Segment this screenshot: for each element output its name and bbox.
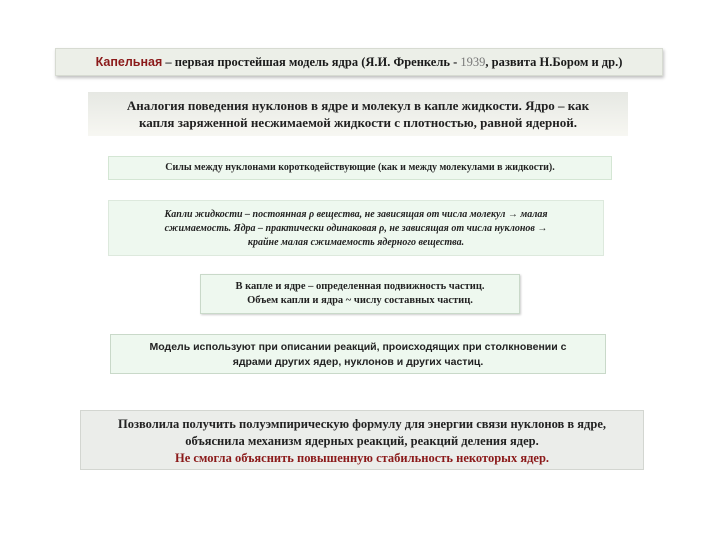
mobility-line-2: Объем капли и ядра ~ числу составных частиц. bbox=[247, 295, 473, 306]
density-line-2: сжимаемость. Ядра – практически одинаковая ρ, не зависящая от числа нуклонов → bbox=[164, 223, 548, 234]
analogy-line-1: Аналогия поведения нуклонов в ядре и молекул в капле жидкости. Ядро – как bbox=[126, 98, 590, 113]
title-box bbox=[55, 48, 663, 76]
density-box bbox=[108, 200, 604, 256]
usage-line-1: Модель используют при описании реакций, происходящих при столкновении с bbox=[149, 341, 567, 353]
analogy-line-2: капля заряженной несжимаемой жидкости с плотностью, равной ядерной. bbox=[139, 115, 577, 130]
limitation-line: Не смогла объяснить повышенную стабильность некоторых ядер. bbox=[174, 451, 550, 465]
usage-box bbox=[110, 334, 606, 374]
forces-box bbox=[108, 156, 612, 180]
title-text-a: – первая простейшая модель ядра (Я.И. Френкель - bbox=[162, 55, 461, 69]
mobility-box bbox=[200, 274, 520, 314]
density-line-3: крайне малая сжимаемость ядерного вещества. bbox=[247, 237, 465, 248]
forces-text: Силы между нуклонами короткодействующие (как и между молекулами в жидкости). bbox=[165, 162, 555, 173]
usage-line-2: ядрами других ядер, нуклонов и других частиц. bbox=[232, 356, 484, 368]
results-line-2: объяснила механизм ядерных реакций, реакций деления ядер. bbox=[185, 434, 539, 448]
mobility-line-1: В капле и ядре – определенная подвижность частиц. bbox=[235, 281, 485, 292]
results-box bbox=[80, 410, 644, 470]
density-line-1: Капли жидкости – постоянная ρ вещества, не зависящая от числа молекул → малая bbox=[164, 209, 548, 220]
results-line-1: Позволила получить полуэмпирическую формулу для энергии связи нуклонов в ядре, bbox=[118, 417, 606, 431]
model-term: Капельная bbox=[95, 55, 163, 69]
analogy-box bbox=[88, 92, 628, 136]
year: 1939 bbox=[460, 55, 486, 69]
title-text-b: , развита Н.Бором и др.) bbox=[485, 55, 623, 69]
